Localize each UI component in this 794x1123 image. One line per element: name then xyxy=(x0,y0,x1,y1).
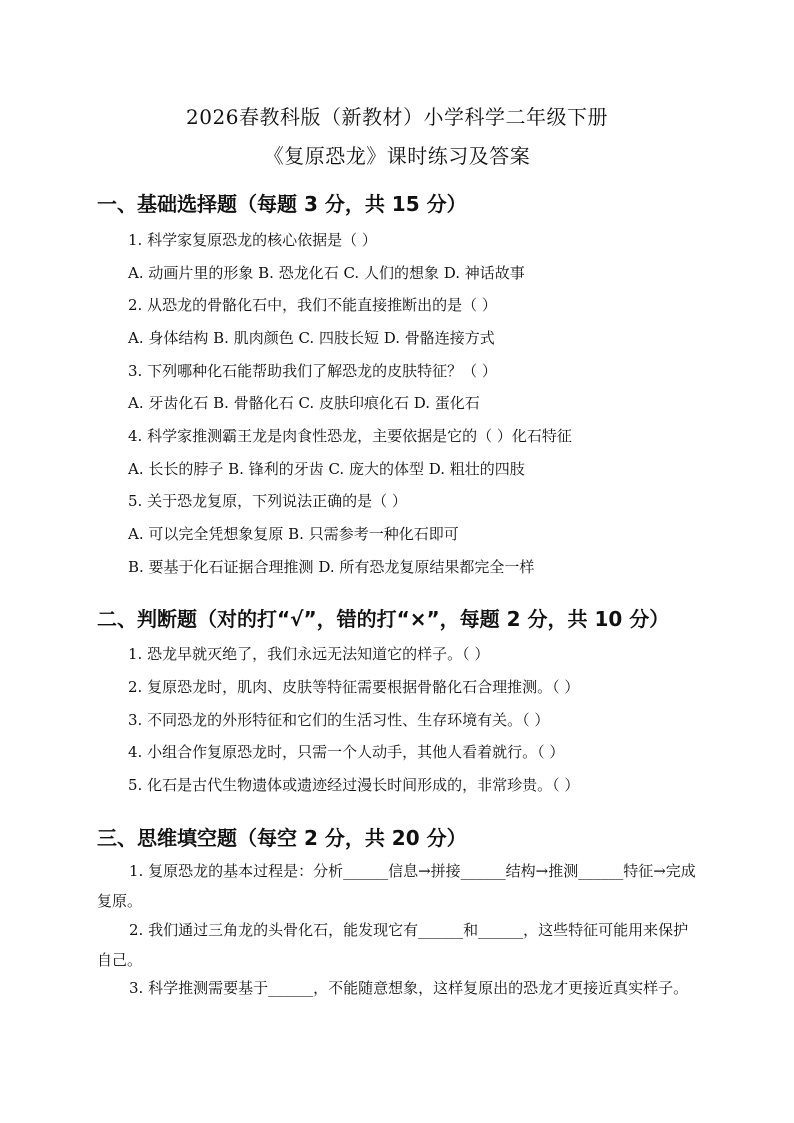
question-5-options-a: A. 可以完全凭想象复原 B. 只需参考一种化石即可 xyxy=(128,525,459,543)
judgment-3: 3. 不同恐龙的外形特征和它们的生活习性、生存环境有关。（ ） xyxy=(128,711,550,729)
question-2-options: A. 身体结构 B. 肌肉颜色 C. 四肢长短 D. 骨骼连接方式 xyxy=(128,329,495,347)
section-2-heading: 二、判断题（对的打“√”，错的打“×”，每题 2 分，共 10 分） xyxy=(97,607,670,631)
document-title: 2026春教科版（新教材）小学科学二年级下册 xyxy=(186,105,608,129)
judgment-5: 5. 化石是古代生物遗体或遗迹经过漫长时间形成的，非常珍贵。（ ） xyxy=(128,776,580,794)
question-4-options: A. 长长的脖子 B. 锋利的牙齿 C. 庞大的体型 D. 粗壮的四肢 xyxy=(128,460,525,478)
question-1-options: A. 动画片里的形象 B. 恐龙化石 C. 人们的想象 D. 神话故事 xyxy=(128,264,525,282)
question-5: 5. 关于恐龙复原，下列说法正确的是（ ） xyxy=(128,492,407,510)
document-subtitle: 《复原恐龙》课时练习及答案 xyxy=(263,144,531,168)
section-3-heading: 三、思维填空题（每空 2 分，共 20 分） xyxy=(97,826,467,850)
question-1: 1. 科学家复原恐龙的核心依据是（ ） xyxy=(128,231,377,249)
fill-blank-3: 3. 科学推测需要基于______，不能随意想象，这样复原出的恐龙才更接近真实样子。 xyxy=(129,979,689,997)
section-1-heading: 一、基础选择题（每题 3 分，共 15 分） xyxy=(97,192,467,216)
fill-blank-2: 2. 我们通过三角龙的头骨化石，能发现它有______和______，这些特征可能用来保护自己。 xyxy=(97,921,689,969)
question-5-options-b: B. 要基于化石证据合理推测 D. 所有恐龙复原结果都完全一样 xyxy=(128,558,535,576)
judgment-1: 1. 恐龙早就灭绝了，我们永远无法知道它的样子。（ ） xyxy=(128,645,490,663)
judgment-4: 4. 小组合作复原恐龙时，只需一个人动手，其他人看着就行。（ ） xyxy=(128,743,565,761)
question-2: 2. 从恐龙的骨骼化石中，我们不能直接推断出的是（ ） xyxy=(128,296,497,314)
fill-blank-1: 1. 复原恐龙的基本过程是：分析______信息→拼接______结构→推测______特征→完成复原。 xyxy=(97,862,696,910)
question-3: 3. 下列哪种化石能帮助我们了解恐龙的皮肤特征？（ ） xyxy=(128,362,497,380)
judgment-2: 2. 复原恐龙时，肌肉、皮肤等特征需要根据骨骼化石合理推测。（ ） xyxy=(128,678,580,696)
question-4: 4. 科学家推测霸王龙是肉食性恐龙，主要依据是它的（ ）化石特征 xyxy=(128,427,572,445)
question-3-options: A. 牙齿化石 B. 骨骼化石 C. 皮肤印痕化石 D. 蛋化石 xyxy=(128,394,480,412)
